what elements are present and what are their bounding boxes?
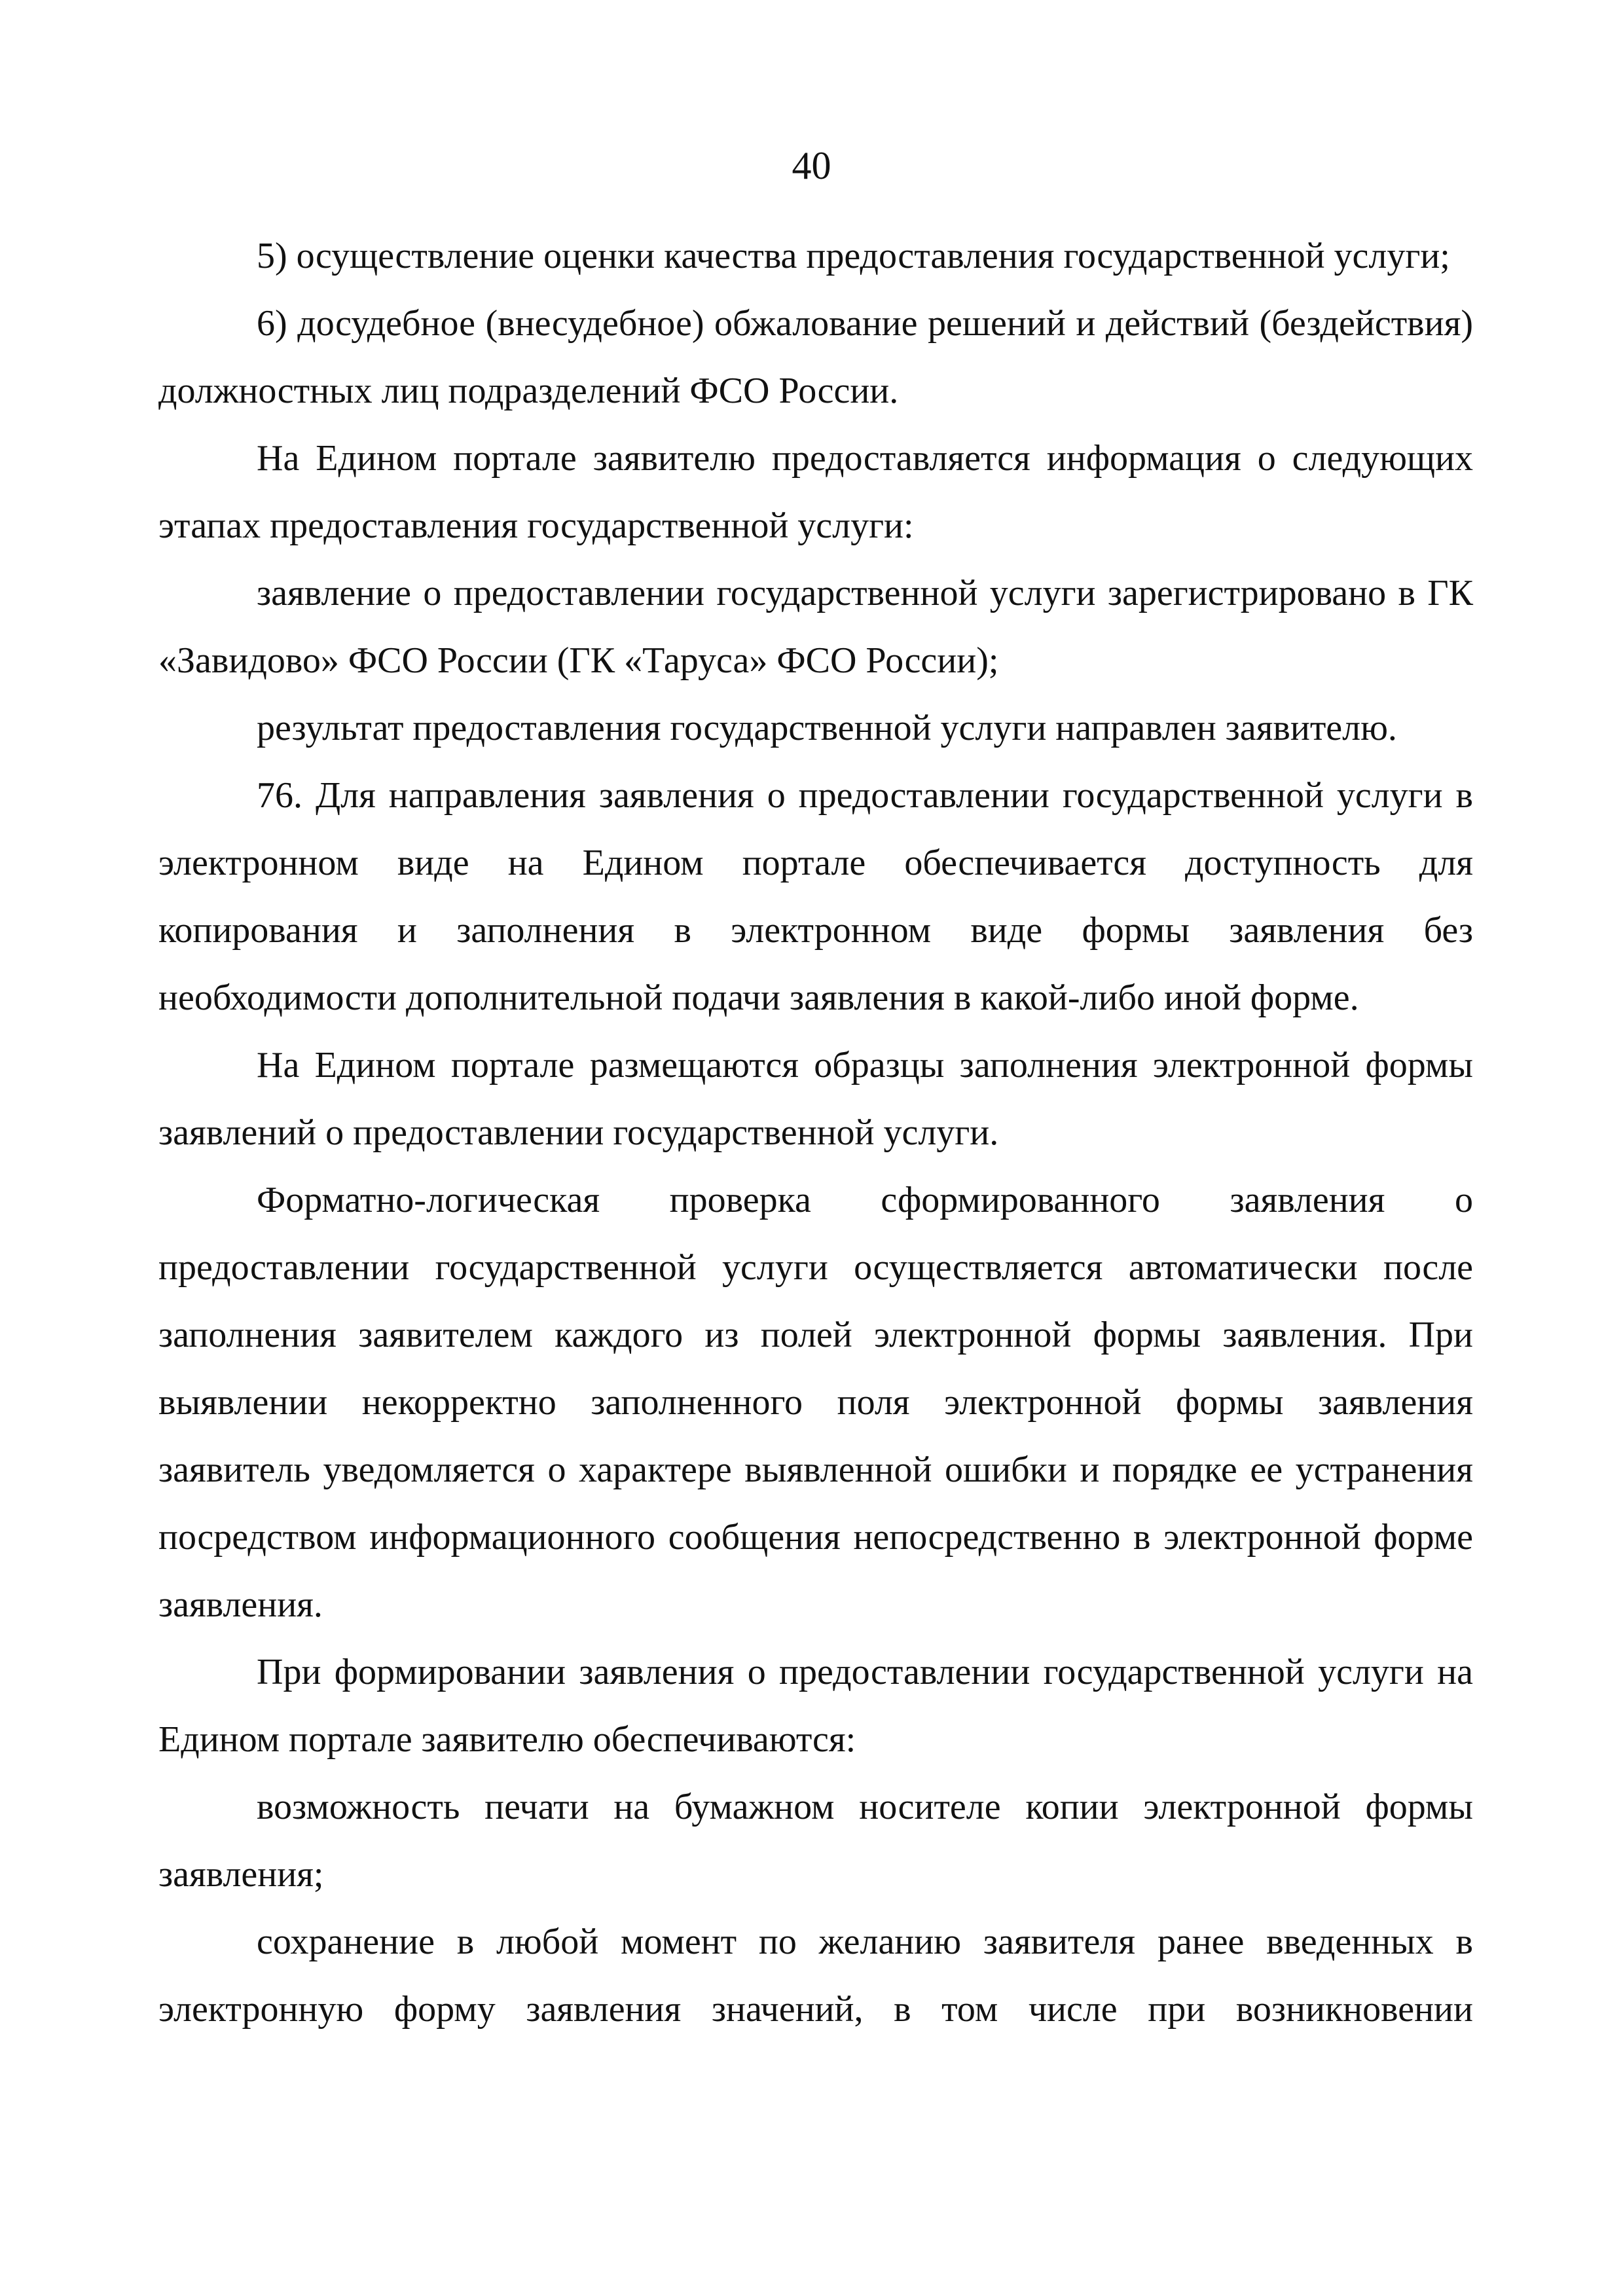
paragraph-samples: На Едином портале размещаются образцы заполнения электронной формы заявлений о предоставлении государственной услуги. bbox=[158, 1045, 1473, 1153]
paragraph-forming-application: При формировании заявления о предоставлении государственной услуги на Едином портале заявителю обеспечиваются: bbox=[158, 1652, 1473, 1760]
paragraph-stage-registered: заявление о предоставлении государственной услуги зарегистрировано в ГК «Завидово» ФСО России (ГК «Таруса» ФСО России); bbox=[158, 573, 1473, 681]
paragraph-save-values: сохранение в любой момент по желанию заявителя ранее введенных в электронную форму заявления значений, в том числе при возникновении bbox=[158, 1922, 1473, 2030]
paragraph-76: 76. Для направления заявления о предоставлении государственной услуги в электронном виде на Едином портале обеспечивается доступность для копирования и заполнения в электронном виде формы заявления без необходимости дополнительной подачи заявления в какой-либо иной форме. bbox=[158, 775, 1473, 1018]
paragraph-portal-stages: На Едином портале заявителю предоставляется информация о следующих этапах предоставления государственной услуги: bbox=[158, 438, 1473, 546]
document-body bbox=[158, 223, 1473, 2043]
paragraph-item-6: 6) досудебное (внесудебное) обжалование решений и действий (бездействия) должностных лиц подразделений ФСО России. bbox=[158, 303, 1473, 411]
paragraph-item-5: 5) осуществление оценки качества предоставления государственной услуги; bbox=[257, 236, 1450, 276]
paragraph-print-copy: возможность печати на бумажном носителе копии электронной формы заявления; bbox=[158, 1787, 1473, 1895]
paragraph-stage-result: результат предоставления государственной услуги направлен заявителю. bbox=[257, 708, 1397, 748]
paragraph-format-check: Форматно-логическая проверка сформированного заявления о предоставлении государственной услуги осуществляется автоматически после заполнения заявителем каждого из полей электронной формы заявления. При выявлении некорректно заполненного поля электронной формы заявления заявитель уведомляется о характере выявленной ошибки и порядке ее устранения посредством информационного сообщения непосредственно в электронной форме заявления. bbox=[158, 1180, 1473, 1625]
page-number: 40 bbox=[792, 144, 831, 187]
